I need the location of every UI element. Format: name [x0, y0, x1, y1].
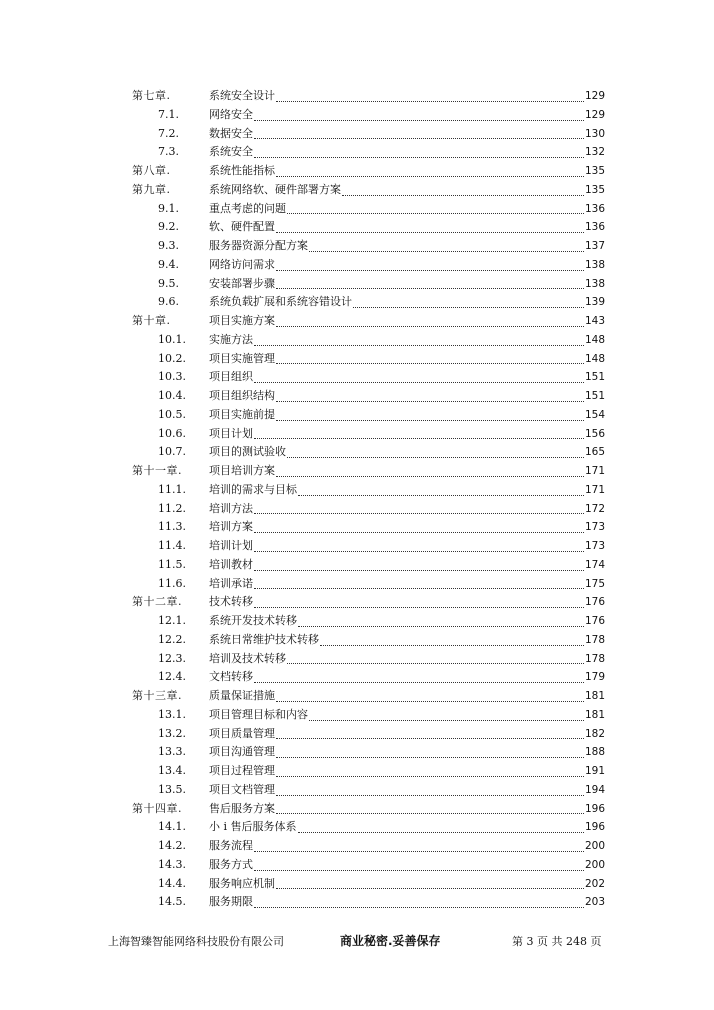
toc-section-entry[interactable] [0, 668, 714, 687]
toc-entry-page-number: 182 [584, 727, 605, 740]
toc-entry-number: 11.5. [158, 557, 186, 571]
toc-dot-leader [254, 513, 584, 514]
toc-entry-page-number: 156 [584, 427, 605, 440]
toc-dot-leader [287, 663, 584, 664]
toc-section-entry[interactable] [0, 275, 714, 294]
toc-entry-number: 11.6. [158, 576, 186, 590]
toc-dot-leader [254, 345, 584, 346]
toc-entry-page-number: 148 [584, 333, 605, 346]
toc-dot-leader [254, 682, 584, 683]
toc-entry-line [209, 706, 605, 725]
toc-dot-leader [276, 813, 584, 814]
toc-dot-leader [309, 720, 584, 721]
toc-entry-line [209, 237, 605, 256]
toc-entry-title: 技术转移 [209, 595, 253, 609]
toc-section-entry[interactable] [0, 875, 714, 894]
toc-section-entry[interactable] [0, 650, 714, 669]
toc-entry-line [209, 537, 605, 556]
toc-entry-page-number: 191 [584, 765, 605, 777]
toc-entry-number: 9.3. [158, 239, 179, 252]
toc-entry-page-number: 196 [584, 821, 605, 834]
toc-chapter-entry[interactable] [0, 181, 714, 200]
toc-dot-leader [254, 438, 584, 439]
toc-entry-title: 项目过程管理 [209, 764, 275, 777]
toc-chapter-entry[interactable] [0, 687, 714, 706]
toc-entry-title: 项目质量管理 [209, 726, 275, 740]
toc-entry-page-number: 181 [584, 690, 605, 702]
toc-entry-title: 实施方法 [209, 332, 253, 346]
toc-entry-title: 小 i 售后服务体系 [209, 820, 297, 834]
toc-entry-title: 项目组织 [209, 370, 253, 384]
toc-entry-page-number: 171 [584, 465, 605, 477]
toc-entry-title: 培训方案 [209, 520, 253, 534]
toc-entry-title: 项目实施方案 [209, 314, 275, 327]
toc-entry-page-number: 179 [584, 671, 605, 684]
toc-entry-title: 系统日常维护技术转移 [209, 632, 319, 646]
toc-entry-page-number: 137 [584, 240, 605, 252]
footer-confidential-notice: 商业秘密.妥善保存 [340, 934, 441, 948]
toc-entry-page-number: 175 [584, 577, 605, 590]
toc-dot-leader [276, 776, 584, 777]
toc-entry-number: 12.4. [158, 670, 186, 684]
toc-entry-number: 11.4. [158, 539, 186, 552]
toc-section-entry[interactable] [0, 837, 714, 856]
toc-entry-line [209, 650, 605, 669]
toc-entry-page-number: 148 [584, 352, 605, 365]
toc-entry-line [209, 387, 605, 406]
toc-entry-title: 服务期限 [209, 895, 253, 909]
toc-chapter-entry[interactable] [0, 87, 714, 106]
toc-entry-page-number: 173 [584, 521, 605, 534]
toc-entry-number: 10.5. [158, 407, 186, 421]
page-footer [0, 933, 714, 951]
toc-dot-leader [287, 213, 584, 214]
toc-entry-number: 第十二章. [132, 595, 182, 609]
toc-entry-number: 10.7. [158, 445, 186, 459]
toc-section-entry[interactable] [0, 762, 714, 781]
toc-entry-line [209, 312, 605, 331]
toc-dot-leader [254, 532, 584, 533]
toc-entry-title: 项目计划 [209, 426, 253, 440]
toc-entry-page-number: 136 [584, 202, 605, 215]
toc-dot-leader [298, 832, 584, 833]
toc-entry-number: 11.3. [158, 520, 186, 534]
toc-entry-title: 系统开发技术转移 [209, 614, 297, 627]
toc-entry-page-number: 202 [584, 877, 605, 890]
toc-entry-number: 11.1. [158, 482, 186, 496]
toc-section-entry[interactable] [0, 106, 714, 125]
toc-dot-leader [353, 307, 584, 308]
toc-chapter-entry[interactable] [0, 462, 714, 481]
toc-chapter-entry[interactable] [0, 162, 714, 181]
toc-entry-line [209, 106, 605, 125]
toc-entry-number: 13.4. [158, 764, 186, 777]
footer-company: 上海智臻智能网络科技股份有限公司 [108, 935, 284, 948]
toc-entry-title: 安装部署步骤 [209, 276, 275, 290]
toc-section-entry[interactable] [0, 387, 714, 406]
toc-entry-page-number: 132 [584, 146, 605, 159]
toc-entry-page-number: 173 [584, 540, 605, 552]
toc-entry-title: 质量保证措施 [209, 689, 275, 702]
toc-entry-line [209, 612, 605, 631]
toc-section-entry[interactable] [0, 125, 714, 144]
toc-dot-leader [254, 870, 584, 871]
toc-entry-number: 11.2. [158, 501, 186, 515]
toc-entry-number: 9.6. [158, 295, 179, 309]
toc-entry-number: 14.5. [158, 895, 186, 909]
toc-entry-number: 9.2. [158, 220, 179, 234]
toc-entry-line [209, 837, 605, 856]
toc-entry-page-number: 129 [584, 90, 605, 102]
toc-dot-leader [254, 157, 584, 158]
toc-section-entry[interactable] [0, 481, 714, 500]
toc-entry-title: 培训承诺 [209, 576, 253, 590]
toc-dot-leader [276, 270, 584, 271]
toc-dot-leader [320, 645, 584, 646]
toc-entry-number: 14.4. [158, 876, 186, 890]
toc-entry-title: 文档转移 [209, 670, 253, 684]
toc-entry-page-number: 178 [584, 652, 605, 665]
toc-entry-number: 7.3. [158, 145, 179, 159]
toc-entry-line [209, 556, 605, 575]
toc-entry-page-number: 200 [584, 858, 605, 871]
toc-dot-leader [254, 607, 584, 608]
toc-entry-title: 系统负载扩展和系统容错设计 [209, 295, 352, 309]
toc-entry-line [209, 181, 605, 200]
toc-entry-number: 14.2. [158, 839, 186, 852]
toc-entry-number: 第九章. [132, 182, 171, 196]
toc-section-entry[interactable] [0, 575, 714, 594]
toc-entry-line [209, 443, 605, 462]
toc-chapter-entry[interactable] [0, 593, 714, 612]
toc-entry-line [209, 800, 605, 819]
toc-entry-title: 重点考虑的问题 [209, 201, 286, 215]
toc-entry-page-number: 130 [584, 127, 605, 140]
toc-entry-line [209, 518, 605, 537]
toc-entry-line [209, 200, 605, 219]
toc-dot-leader [276, 326, 584, 327]
toc-entry-page-number: 178 [584, 633, 605, 646]
toc-section-entry[interactable] [0, 537, 714, 556]
toc-entry-line [209, 743, 605, 762]
toc-entry-line [209, 350, 605, 369]
toc-entry-line [209, 368, 605, 387]
toc-section-entry[interactable] [0, 556, 714, 575]
toc-entry-line [209, 218, 605, 237]
toc-dot-leader [276, 701, 584, 702]
toc-section-entry[interactable] [0, 350, 714, 369]
toc-entry-line [209, 687, 605, 706]
toc-entry-line [209, 875, 605, 894]
toc-entry-line [209, 462, 605, 481]
toc-entry-page-number: 151 [584, 390, 605, 402]
toc-entry-number: 9.4. [158, 257, 179, 271]
toc-entry-page-number: 129 [584, 108, 605, 121]
toc-entry-line [209, 125, 605, 144]
toc-entry-title: 培训及技术转移 [209, 651, 286, 665]
toc-section-entry[interactable] [0, 218, 714, 237]
toc-section-entry[interactable] [0, 200, 714, 219]
toc-section-entry[interactable] [0, 612, 714, 631]
toc-entry-line [209, 818, 605, 837]
toc-entry-line [209, 275, 605, 294]
toc-entry-page-number: 165 [584, 446, 605, 459]
toc-entry-line [209, 425, 605, 444]
toc-entry-page-number: 172 [584, 502, 605, 515]
toc-entry-title: 项目组织结构 [209, 389, 275, 402]
toc-entry-title: 服务响应机制 [209, 876, 275, 890]
toc-section-entry[interactable] [0, 725, 714, 744]
toc-entry-page-number: 143 [584, 315, 605, 327]
toc-section-entry[interactable] [0, 518, 714, 537]
toc-entry-page-number: 196 [584, 802, 605, 815]
toc-section-entry[interactable] [0, 781, 714, 800]
toc-entry-line [209, 143, 605, 162]
toc-entry-page-number: 200 [584, 840, 605, 852]
toc-dot-leader [342, 195, 584, 196]
toc-entry-number: 10.6. [158, 426, 186, 440]
toc-entry-number: 7.1. [158, 107, 179, 121]
toc-entry-title: 培训方法 [209, 501, 253, 515]
toc-entry-line [209, 668, 605, 687]
toc-entry-page-number: 171 [584, 483, 605, 496]
toc-section-entry[interactable] [0, 500, 714, 519]
toc-entry-page-number: 176 [584, 615, 605, 627]
toc-dot-leader [276, 288, 584, 289]
toc-entry-page-number: 151 [584, 371, 605, 384]
toc-entry-page-number: 174 [584, 558, 605, 571]
toc-entry-line [209, 293, 605, 312]
toc-entry-number: 14.1. [158, 820, 186, 834]
toc-dot-leader [276, 795, 584, 796]
toc-entry-title: 项目文档管理 [209, 782, 275, 796]
toc-entry-title: 数据安全 [209, 126, 253, 140]
toc-entry-page-number: 194 [584, 783, 605, 796]
toc-dot-leader [254, 851, 584, 852]
toc-entry-number: 第十章. [132, 314, 171, 327]
toc-section-entry[interactable] [0, 237, 714, 256]
toc-entry-line [209, 162, 605, 181]
toc-entry-line [209, 762, 605, 781]
toc-entry-title: 系统网络软、硬件部署方案 [209, 182, 341, 196]
toc-entry-title: 服务器资源分配方案 [209, 239, 308, 252]
toc-entry-title: 系统安全 [209, 145, 253, 159]
toc-entry-number: 12.2. [158, 632, 186, 646]
toc-section-entry[interactable] [0, 631, 714, 650]
toc-dot-leader [309, 251, 584, 252]
toc-entry-line [209, 781, 605, 800]
toc-dot-leader [298, 626, 584, 627]
toc-entry-page-number: 188 [584, 746, 605, 759]
toc-entry-title: 培训计划 [209, 539, 253, 552]
toc-section-entry[interactable] [0, 818, 714, 837]
toc-entry-number: 10.1. [158, 332, 186, 346]
toc-section-entry[interactable] [0, 856, 714, 875]
toc-entry-number: 10.3. [158, 370, 186, 384]
toc-entry-title: 项目培训方案 [209, 464, 275, 477]
toc-entry-page-number: 176 [584, 596, 605, 609]
toc-entry-number: 第十三章. [132, 689, 182, 702]
toc-entry-line [209, 631, 605, 650]
toc-entry-page-number: 135 [584, 165, 605, 177]
toc-section-entry[interactable] [0, 406, 714, 425]
toc-entry-title: 培训的需求与目标 [209, 482, 297, 496]
toc-chapter-entry[interactable] [0, 800, 714, 819]
toc-entry-title: 培训教材 [209, 557, 253, 571]
toc-entry-title: 项目管理目标和内容 [209, 707, 308, 721]
toc-dot-leader [254, 138, 584, 139]
toc-entry-number: 第十一章. [132, 464, 182, 477]
toc-entry-number: 12.1. [158, 614, 186, 627]
toc-entry-number: 第八章. [132, 164, 171, 177]
toc-entry-title: 服务方式 [209, 857, 253, 871]
toc-entry-line [209, 481, 605, 500]
toc-entry-page-number: 154 [584, 408, 605, 421]
toc-entry-number: 12.3. [158, 651, 186, 665]
toc-dot-leader [254, 551, 584, 552]
toc-entry-number: 9.1. [158, 201, 179, 215]
toc-entry-line [209, 593, 605, 612]
toc-entry-page-number: 135 [584, 183, 605, 196]
toc-section-entry[interactable] [0, 893, 714, 912]
toc-entry-number: 10.2. [158, 351, 186, 365]
toc-entry-number: 第十四章. [132, 801, 182, 815]
toc-entry-page-number: 139 [584, 296, 605, 309]
table-of-contents [0, 87, 714, 912]
toc-entry-title: 系统安全设计 [209, 89, 275, 102]
toc-entry-title: 网络访问需求 [209, 257, 275, 271]
toc-entry-line [209, 331, 605, 350]
toc-section-entry[interactable] [0, 425, 714, 444]
toc-chapter-entry[interactable] [0, 312, 714, 331]
toc-section-entry[interactable] [0, 331, 714, 350]
toc-entry-page-number: 138 [584, 277, 605, 290]
toc-entry-page-number: 138 [584, 258, 605, 271]
toc-entry-title: 售后服务方案 [209, 801, 275, 815]
toc-entry-line [209, 725, 605, 744]
toc-entry-line [209, 500, 605, 519]
toc-section-entry[interactable] [0, 706, 714, 725]
toc-entry-number: 第七章. [132, 89, 171, 102]
toc-entry-number: 13.3. [158, 745, 186, 759]
toc-entry-line [209, 256, 605, 275]
toc-entry-title: 服务流程 [209, 839, 253, 852]
toc-entry-number: 10.4. [158, 389, 186, 402]
toc-entry-line [209, 87, 605, 106]
toc-entry-title: 项目沟通管理 [209, 745, 275, 759]
toc-entry-number: 7.2. [158, 126, 179, 140]
toc-section-entry[interactable] [0, 256, 714, 275]
toc-entry-page-number: 181 [584, 708, 605, 721]
toc-dot-leader [276, 363, 584, 364]
toc-entry-page-number: 203 [584, 896, 605, 909]
toc-dot-leader [298, 495, 584, 496]
toc-entry-number: 9.5. [158, 276, 179, 290]
footer-page-number: 第 3 页 共 248 页 [512, 935, 602, 948]
toc-dot-leader [276, 420, 584, 421]
toc-dot-leader [276, 476, 584, 477]
toc-section-entry[interactable] [0, 443, 714, 462]
toc-dot-leader [254, 907, 584, 908]
toc-entry-title: 网络安全 [209, 107, 253, 121]
toc-dot-leader [276, 401, 584, 402]
toc-dot-leader [276, 232, 584, 233]
toc-dot-leader [254, 382, 584, 383]
toc-entry-line [209, 406, 605, 425]
toc-entry-page-number: 136 [584, 221, 605, 234]
toc-entry-title: 软、硬件配置 [209, 220, 275, 234]
toc-entry-line [209, 856, 605, 875]
toc-dot-leader [276, 738, 584, 739]
toc-section-entry[interactable] [0, 143, 714, 162]
toc-entry-title: 项目实施管理 [209, 351, 275, 365]
toc-section-entry[interactable] [0, 743, 714, 762]
toc-section-entry[interactable] [0, 368, 714, 387]
toc-entry-number: 14.3. [158, 857, 186, 871]
toc-dot-leader [276, 888, 584, 889]
toc-entry-title: 系统性能指标 [209, 164, 275, 177]
toc-entry-line [209, 893, 605, 912]
toc-dot-leader [254, 588, 584, 589]
toc-dot-leader [276, 757, 584, 758]
toc-dot-leader [287, 457, 584, 458]
toc-entry-title: 项目实施前提 [209, 407, 275, 421]
toc-dot-leader [254, 120, 584, 121]
toc-entry-line [209, 575, 605, 594]
toc-dot-leader [276, 101, 584, 102]
toc-entry-number: 13.5. [158, 782, 186, 796]
toc-entry-number: 13.2. [158, 726, 186, 740]
toc-section-entry[interactable] [0, 293, 714, 312]
toc-dot-leader [254, 570, 584, 571]
toc-dot-leader [276, 176, 584, 177]
toc-entry-title: 项目的测试验收 [209, 445, 286, 459]
toc-entry-number: 13.1. [158, 707, 186, 721]
